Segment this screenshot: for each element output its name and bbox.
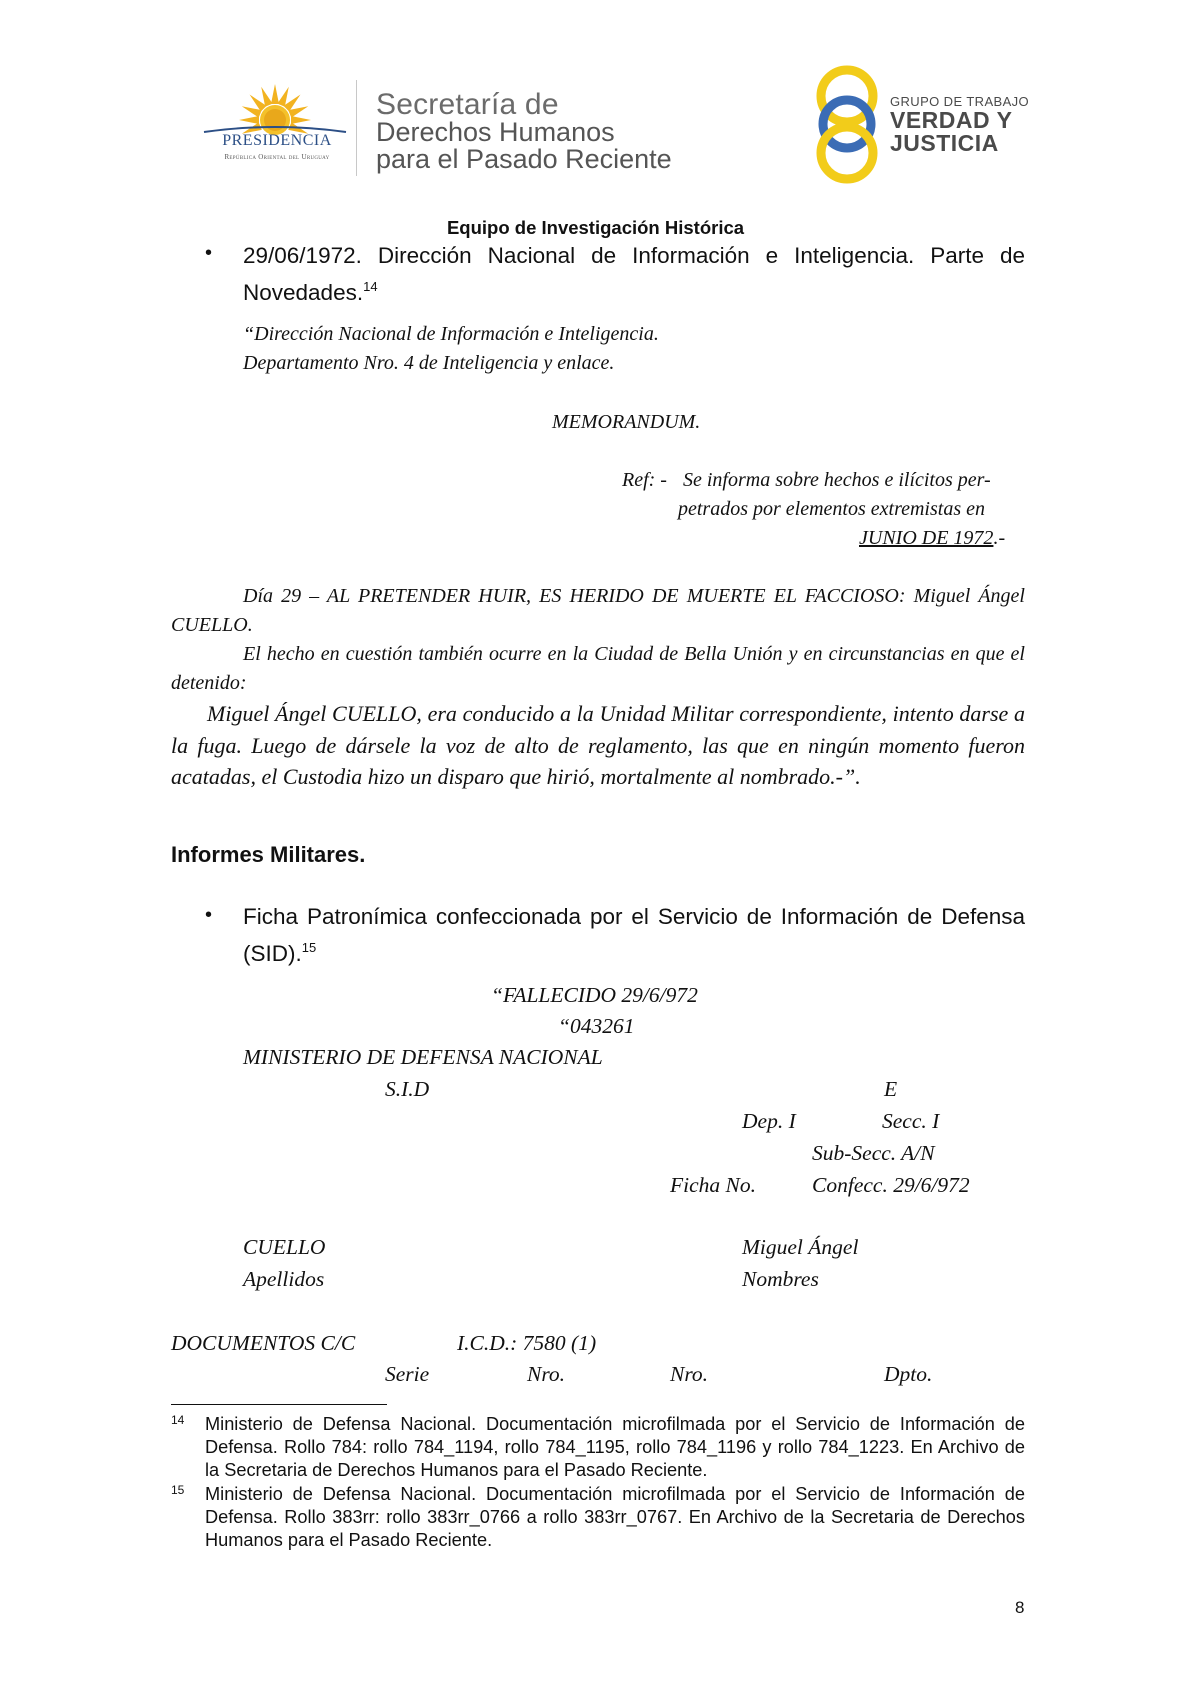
ficha-nombre: Miguel Ángel [742, 1235, 859, 1259]
grupo-line-1: GRUPO DE TRABAJO [890, 94, 1030, 109]
ficha-ministerio: MINISTERIO DE DEFENSA NACIONAL [243, 1045, 603, 1069]
secretaria-line-2: Derechos Humanos [376, 117, 615, 147]
entry-1-title [243, 240, 1025, 308]
footnote-15-number: 15 [171, 1483, 185, 1497]
memorandum-title: MEMORANDUM. [552, 411, 701, 433]
sun-emblem-icon [196, 82, 354, 180]
ficha-nro-label-2: Nro. [670, 1362, 709, 1386]
ficha-nro-label-1: Nro. [527, 1362, 566, 1386]
ficha-serie-label: Serie [385, 1362, 430, 1386]
ficha-dep: Dep. I [742, 1109, 796, 1133]
ficha-nombres-label: Nombres [742, 1267, 819, 1291]
logo-divider [356, 80, 357, 176]
ref-label: Ref: - [622, 469, 667, 491]
entry-1-text: 29/06/1972. Dirección Nacional de Información e Inteligencia. Parte de Novedades. [243, 243, 1025, 305]
footnote-15-text: Ministerio de Defensa Nacional. Documentación microfilmada por el Servicio de Información de Defensa. Rollo 383rr: rollo 383rr_0766 a rollo 383rr_0767. En Archivo de la Secretaria de Derechos Humanos para el Pasado Reciente. [205, 1484, 1025, 1550]
quote-paragraph-2: El hecho en cuestión también ocurre en la Ciudad de Bella Unión y en circunstancias en que el detenido: [171, 643, 1025, 694]
team-title: Equipo de Investigación Histórica [446, 217, 745, 238]
bullet-icon: • [205, 904, 213, 926]
verdad-justicia-wordmark [890, 95, 1029, 155]
footnote-ref-14: 14 [363, 279, 378, 294]
ref-line-2: petrados por elementos extremistas en [678, 498, 985, 520]
ficha-sid: S.I.D [385, 1077, 430, 1101]
quote-header: “Dirección Nacional de Información e Inteligencia. Departamento Nro. 4 de Inteligencia y enlace. [243, 323, 659, 374]
presidencia-label: PRESIDENCIA [222, 132, 332, 149]
ficha-fallecido: “FALLECIDO 29/6/972 [491, 983, 698, 1007]
footnote-ref-15: 15 [301, 940, 317, 955]
entry-2-text: Ficha Patronímica confeccionada por el Servicio de Información de Defensa (SID). [243, 904, 1025, 966]
page-number: 8 [1015, 1598, 1025, 1617]
footnote-14-text: Ministerio de Defensa Nacional. Documentación microfilmada por el Servicio de Información de Defensa. Rollo 784: rollo 784_1194, rollo 784_1195, rollo 784_1196 y rollo 784_1223. En Archivo de la Secretaria de Derechos Humanos para el Pasado Reciente. [205, 1414, 1025, 1480]
presidencia-sub-label: República Oriental del Uruguay [224, 153, 330, 161]
ref-date-suffix: .- [993, 527, 1006, 549]
secretaria-line-1: Secretaría de [376, 88, 559, 121]
entry-2-title [243, 901, 1025, 969]
ficha-documentos: DOCUMENTOS C/C [171, 1331, 356, 1355]
ficha-subsecc: Sub-Secc. A/N [812, 1141, 935, 1165]
bullet-icon: • [205, 242, 213, 264]
ficha-confecc: Confecc. 29/6/972 [812, 1173, 970, 1197]
ficha-apellido: CUELLO [243, 1235, 326, 1259]
footnote-14-number: 14 [171, 1413, 185, 1427]
ref-date: JUNIO DE 1972 [859, 527, 994, 549]
grupo-line-3: JUSTICIA [890, 130, 999, 156]
grupo-line-2: VERDAD Y [890, 107, 1013, 133]
section-heading: Informes Militares. [171, 842, 366, 867]
presidencia-logo [196, 82, 354, 180]
ficha-dpto-label: Dpto. [884, 1362, 933, 1386]
secretaria-line-3: para el Pasado Reciente [376, 144, 672, 174]
ref-line-1: Se informa sobre hechos e ilícitos per- [683, 469, 991, 491]
ficha-icd: I.C.D.: 7580 (1) [457, 1331, 597, 1355]
ficha-no-label: Ficha No. [670, 1173, 756, 1197]
ficha-secc: Secc. I [882, 1109, 940, 1133]
quote-paragraph-1: Día 29 – AL PRETENDER HUIR, ES HERIDO DE MUERTE EL FACCIOSO: Miguel Ángel CUELLO. [171, 585, 1025, 636]
ficha-e: E [884, 1077, 898, 1101]
quote-paragraph-3: Miguel Ángel CUELLO, era conducido a la Unidad Militar correspondiente, intento darse a la fuga. Luego de dársele la voz de alto de reglamento, las que en ningún momento fueron acatadas, el Custodia hizo un disparo que hirió, mortalmente al nombrado.-”. [171, 701, 1025, 789]
ref-date-line [859, 524, 1005, 553]
ficha-apellidos-label: Apellidos [243, 1267, 325, 1291]
footnote-separator [171, 1404, 387, 1405]
secretaria-logo [376, 90, 716, 173]
ficha-numero: “043261 [558, 1014, 635, 1038]
